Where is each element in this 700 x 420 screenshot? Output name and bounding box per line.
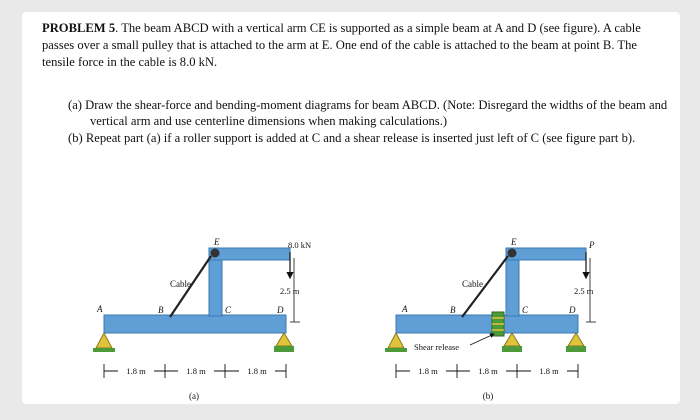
arm-top-b <box>506 248 586 260</box>
label-b-E: E <box>511 237 517 247</box>
cable-label-b: Cable <box>462 279 483 289</box>
figure-a <box>93 237 311 401</box>
caption-a: (a) <box>189 391 199 401</box>
dim-a-1: 1.8 m <box>126 366 146 376</box>
label-a-D: D <box>277 305 284 315</box>
part-a-label: (a) <box>68 98 82 112</box>
arm-ce-b <box>506 252 519 316</box>
figure-b <box>385 237 596 401</box>
label-b-C: C <box>522 305 529 315</box>
problem-card <box>22 12 680 404</box>
dim-b-3: 1.8 m <box>539 366 559 376</box>
part-a-text: Draw the shear-force and bending-moment diagrams for beam ABCD. (Note: Disregard the widths of the beam and vertical arm and use centerline dimensions when making calculations.) <box>85 98 668 128</box>
dim-b-1: 1.8 m <box>418 366 438 376</box>
label-b-D: D <box>569 305 576 315</box>
problem-text: . The beam ABCD with a vertical arm CE is supported as a simple beam at A and D (see figure). A cable passes over a small pulley that is attached to the arm at E. One end of the cable is attached to the beam at point B. The tensile force in the cable is 8.0 kN. <box>42 21 641 69</box>
load-label-a: 8.0 kN <box>288 240 312 250</box>
arm-top-a <box>209 248 290 260</box>
load-label-b: P <box>589 240 595 250</box>
label-b-B: B <box>450 305 456 315</box>
roller-support-d <box>276 333 292 346</box>
shear-release-pointer <box>470 334 494 345</box>
roller-support-c <box>504 333 520 346</box>
label-a-E: E <box>214 237 220 247</box>
height-label-a: 2.5 m <box>280 286 300 296</box>
pin-support-b-a <box>388 333 404 348</box>
label-a-C: C <box>225 305 232 315</box>
support-base-a <box>93 348 115 352</box>
roller-base-d <box>274 346 294 352</box>
pulley-e-a <box>211 249 220 258</box>
label-b-A: A <box>402 304 408 314</box>
pulley-e-b <box>508 249 517 258</box>
arm-ce-a <box>209 252 222 316</box>
beam-a <box>104 315 286 333</box>
cable-label-a: Cable <box>170 279 191 289</box>
height-label-b: 2.5 m <box>574 286 594 296</box>
label-a-A: A <box>97 304 103 314</box>
problem-number: PROBLEM 5 <box>42 21 116 35</box>
figure <box>22 12 680 404</box>
caption-b: (b) <box>482 391 494 401</box>
dim-a-3: 1.8 m <box>247 366 267 376</box>
roller-support-b-d <box>568 333 584 346</box>
part-b-text: Repeat part (a) if a roller support is added at C and a shear release is inserted just left of C (see figure part b). <box>85 131 636 145</box>
part-b-label: (b) <box>68 131 83 145</box>
label-a-B: B <box>158 305 164 315</box>
pin-support-a <box>96 333 112 348</box>
dim-b-2: 1.8 m <box>478 366 498 376</box>
dim-a-2: 1.8 m <box>186 366 206 376</box>
beam-b <box>396 315 578 333</box>
shear-release-label: Shear release <box>414 342 460 352</box>
